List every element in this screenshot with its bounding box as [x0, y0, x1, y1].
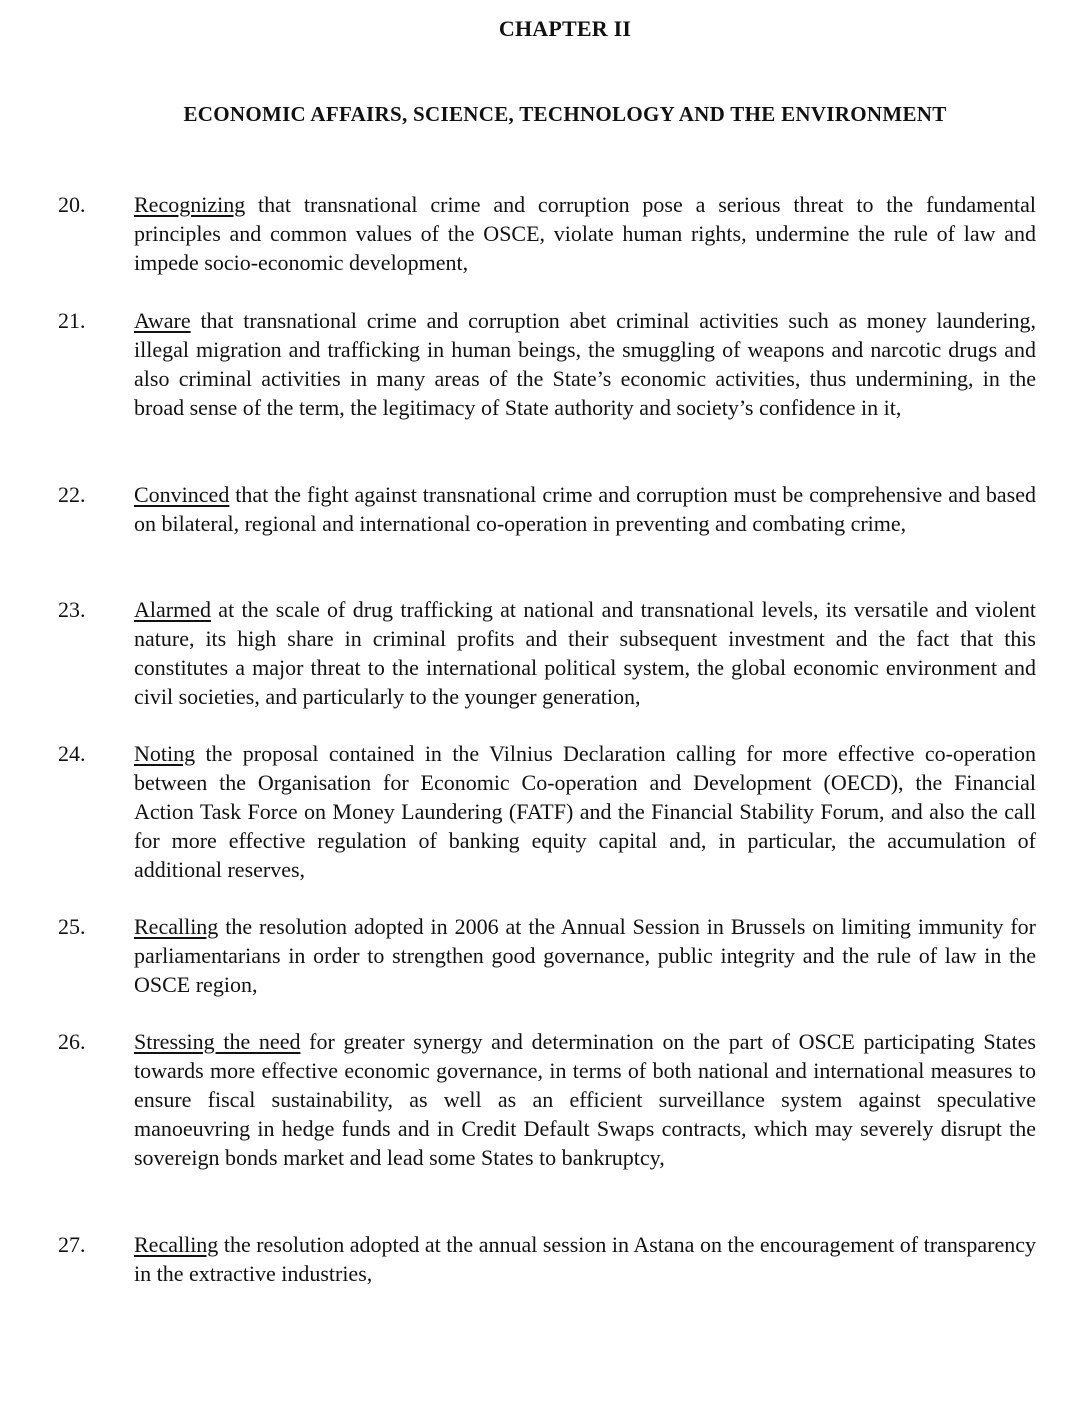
paragraph-number: 22. [58, 482, 86, 507]
paragraph-body [134, 595, 1036, 711]
paragraph-lead: Aware [134, 308, 191, 333]
paragraph-body [134, 739, 1036, 884]
paragraph-text: that transnational crime and corruption pose a serious threat to the fundamental principles and common values of the OSCE, violate human rights, undermine the rule of law and impede socio-economic development, [134, 192, 1036, 275]
paragraph-lead: Convinced [134, 482, 230, 507]
paragraph-body [134, 480, 1036, 538]
paragraph-text: that the fight against transnational crime and corruption must be comprehensive and based on bilateral, regional and international co-operation in preventing and combating crime, [134, 482, 1036, 536]
paragraph-text: at the scale of drug trafficking at national and transnational levels, its versatile and violent nature, its high share in criminal profits and their subsequent investment and the fact that this constitutes a major threat to the international political system, the global economic environment and civil societies, and particularly to the younger generation, [134, 597, 1036, 709]
chapter-title: CHAPTER II [498, 16, 632, 41]
paragraph-number: 25. [58, 914, 86, 939]
paragraph-body [134, 1230, 1036, 1288]
paragraph-text: that transnational crime and corruption abet criminal activities such as money laundering, illegal migration and trafficking in human beings, the smuggling of weapons and narcotic drugs and also criminal activities in many areas of the State’s economic activities, thus undermining, in the broad sense of the term, the legitimacy of State authority and society’s confidence in it, [134, 308, 1036, 420]
paragraph-lead: Alarmed [134, 597, 211, 622]
paragraph-lead: Stressing the need [134, 1029, 301, 1054]
paragraph-body [134, 1027, 1036, 1172]
paragraph-text: the resolution adopted at the annual session in Astana on the encouragement of transparency in the extractive industries, [134, 1232, 1036, 1286]
paragraph-number: 24. [58, 741, 86, 766]
paragraph-body [134, 190, 1036, 277]
paragraph-number: 23. [58, 597, 86, 622]
paragraph-number: 21. [58, 308, 86, 333]
paragraph-text: the proposal contained in the Vilnius Declaration calling for more effective co-operation between the Organisation for Economic Co-operation and Development (OECD), the Financial Action Task Force on Money Laundering (FATF) and the Financial Stability Forum, and also the call for more effective regulation of banking equity capital and, in particular, the accumulation of additional reserves, [134, 741, 1036, 882]
paragraph-lead: Recalling [134, 914, 219, 939]
paragraph-number: 26. [58, 1029, 86, 1054]
chapter-subtitle: ECONOMIC AFFAIRS, SCIENCE, TECHNOLOGY AND THE ENVIRONMENT [183, 102, 947, 126]
paragraph-body [134, 306, 1036, 422]
paragraph-lead: Recalling [134, 1232, 219, 1257]
paragraph-body [134, 912, 1036, 999]
paragraph-text: the resolution adopted in 2006 at the Annual Session in Brussels on limiting immunity for parliamentarians in order to strengthen good governance, public integrity and the rule of law in the OSCE region, [134, 914, 1036, 997]
paragraph-number: 20. [58, 192, 86, 217]
paragraph-lead: Recognizing [134, 192, 246, 217]
paragraph-text: for greater synergy and determination on the part of OSCE participating States towards more effective economic governance, in terms of both national and international measures to ensure fiscal sustainability, as well as an efficient surveillance system against speculative manoeuvring in hedge funds and in Credit Default Swaps contracts, which may severely disrupt the sovereign bonds market and lead some States to bankruptcy, [134, 1029, 1036, 1170]
paragraph-lead: Noting [134, 741, 196, 766]
paragraph-number: 27. [58, 1232, 86, 1257]
